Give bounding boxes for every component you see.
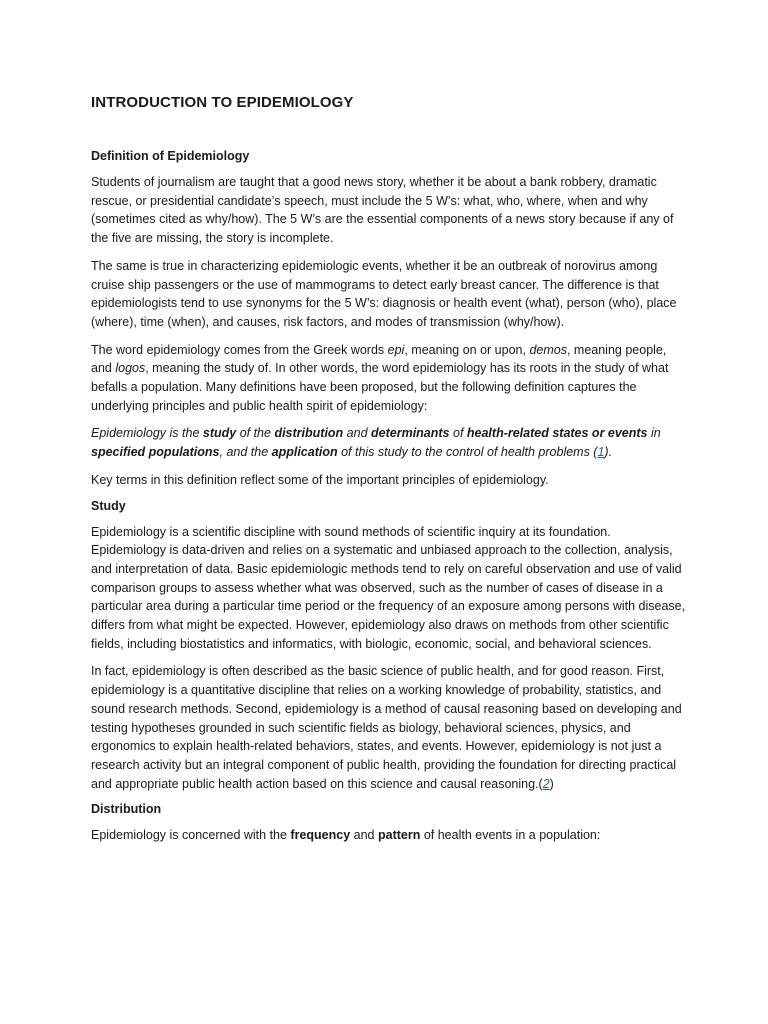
reference-link-1[interactable]: 1: [597, 445, 605, 460]
heading-definition: Definition of Epidemiology: [91, 149, 250, 163]
paragraph-study-methods: Epidemiology is a scientific discipline with sound methods of scientific inquiry at its foundation. Epidemiology is data-driven and relies on a systematic and unbiased approach to the collection, analysis, and interpretation of data. Basic epidemiologic methods tend to rely on careful observation and use of valid comparison groups to assess whether what was observed, such as the number of cases of disease in a particular area during a particular time period or the frequency of an exposure among persons with disease, differs from what might be expected. However, epidemiology also draws on methods from other scientific fields, including biostatistics and informatics, with biologic, economic, social, and behavioral sciences.: [91, 524, 686, 651]
paragraph-synonyms: The same is true in characterizing epidemiologic events, whether it be an outbreak of norovirus among cruise ship passengers or the use of mammograms to detect early breast cancer. The difference is that epidemiologists tend to use synonyms for the 5 W’s: diagnosis or health event (what), person (who), place (where), time (when), and causes, risk factors, and modes of transmission (why/how).: [91, 258, 677, 329]
page-title: INTRODUCTION TO EPIDEMIOLOGY: [91, 94, 354, 111]
reference-link-2[interactable]: 2: [542, 776, 550, 791]
paragraph-basic-science: In fact, epidemiology is often described as the basic science of public health, and for good reason. First, epidemiology is a quantitative discipline that relies on a working knowledge of probability, statistics, and sound research methods. Second, epidemiology is a method of causal reasoning based on developing and testing hypotheses grounded in such scientific fields as biology, behavioral sciences, physics, and ergonomics to explain health-related behaviors, states, and events. However, epidemiology is not just a research activity but an integral component of public health, providing the foundation for directing practical and appropriate public health action based on this science and causal reasoning.(2): [91, 664, 682, 791]
heading-distribution: Distribution: [91, 802, 162, 817]
definition-quote: Epidemiology is the study of the distribution and determinants of health-related states or events in specified populations, and the application of this study to the control of health problems (1).: [91, 426, 661, 460]
paragraph-etymology: The word epidemiology comes from the Greek words epi, meaning on or upon, demos, meaning people, and logos, meaning the study of. In other words, the word epidemiology has its roots in the study of what befalls a population. Many definitions have been proposed, but the following definition captures the underlying principles and public health spirit of epidemiology:: [91, 342, 669, 413]
paragraph-key-terms: Key terms in this definition reflect some of the important principles of epidemiology.: [91, 472, 549, 487]
paragraph-5ws: Students of journalism are taught that a good news story, whether it be about a bank robbery, dramatic rescue, or presidential candidate’s speech, must include the 5 W’s: what, who, where, when and why (sometimes cited as why/how). The 5 W’s are the essential components of a news story because if any of the five are missing, the story is incomplete.: [91, 175, 674, 246]
paragraph-distribution: Epidemiology is concerned with the frequency and pattern of health events in a population:: [91, 828, 601, 843]
heading-study: Study: [91, 498, 126, 513]
